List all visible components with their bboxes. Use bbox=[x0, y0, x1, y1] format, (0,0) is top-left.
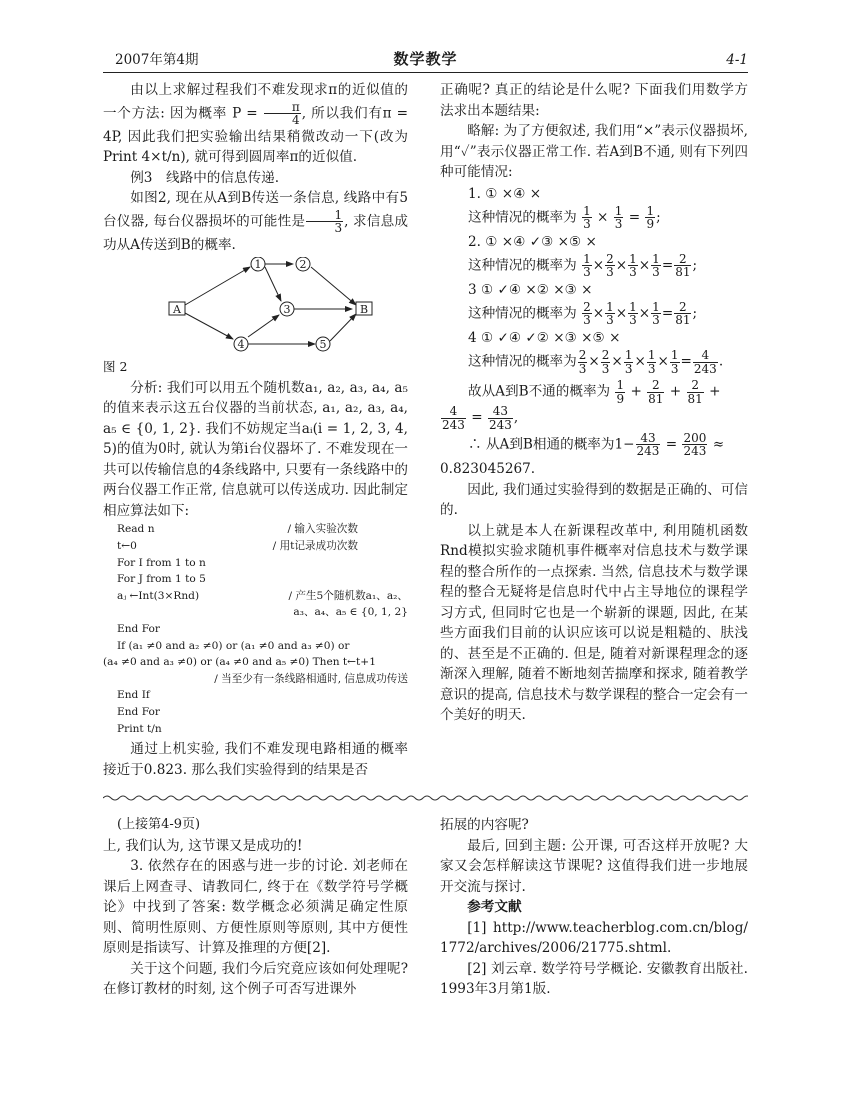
sum-line: 故从A到B不通的概率为 $\frac{1}{9}$ + $\frac{2}{81}$ + $\frac{2}{81}$ + bbox=[468, 378, 721, 406]
paragraph: 由以上求解过程我们不难发现求π的近似值的一个方法: 因为概率 P = $\frac{\pi}{4}$ , 所以我们有π = 4P, 因此我们把实验输出结果稍微改动一下(改为Print 4×t/n), 就可得到圆周率π的近似值. bbox=[103, 82, 408, 166]
sum-line-2: $\frac{4}{243}$ = $\frac{43}{243}$ , bbox=[442, 404, 519, 433]
page-number: 4-1 bbox=[726, 52, 748, 68]
lower-right-column bbox=[440, 815, 748, 1000]
case-4-prob: 这种情况的概率为 $\frac{2}{3}$ × $\frac{2}{3}$ × $\frac{1}{3}$ × $\frac{1}{3}$ × $\frac{1}{3}$ = $\frac{4}{243}$ . bbox=[468, 348, 724, 376]
paragraph: 最后, 回到主题: 公开课, 可否这样开放呢? 大家又会怎样解读这节课呢? 这值得我们进一步地展开交流与探讨. bbox=[440, 837, 748, 895]
node-B: B bbox=[359, 303, 369, 317]
paragraph: 拓展的内容呢? bbox=[440, 817, 529, 833]
probability-cases bbox=[440, 183, 748, 480]
issue-label: 2007年第4期 bbox=[115, 52, 199, 68]
circuit-figure bbox=[133, 257, 393, 357]
node-A: A bbox=[173, 303, 181, 317]
algorithm-listing: Read n / 输入实验次数 t←0 / 用t记录成功次数 For I from 1 to n For J from 1 to 5 aⱼ ←Int(3×Rnd) / 产生5个随机数a₁、a₂、 a₃、a₄、a₅ ∈ {0, 1, 2} End For If (a₁ ≠0 and a₂ ≠0) or (a₁ ≠0 and a₃ ≠0) or (a₄ ≠0 and a₃ ≠0) or (a₄ ≠0 and a₅ ≠0) Then t←t+1 / 当至少有一条线路相通时, 信息成功传送 End If End For Print t/n bbox=[103, 523, 408, 735]
wavy-separator bbox=[103, 793, 748, 803]
connected-value: 0.823045267. bbox=[440, 460, 536, 477]
case-2: 2. ① ×④ ✓③ ×⑤ × bbox=[468, 233, 597, 250]
node-5: 5 bbox=[319, 338, 327, 352]
node-2: 2 bbox=[299, 258, 307, 272]
paragraph: 如图2, 现在从A到B传送一条信息, 线路中有5台仪器, 每台仪器损坏的可能性是 $\frac{1}{3}$ , 求信息成功从A传送到B的概率. bbox=[103, 190, 408, 253]
paragraph: 通过上机实验, 我们不难发现电路相通的概率接近于0.823. 那么我们实验得到的结果是否 bbox=[103, 741, 408, 778]
lower-left-column bbox=[103, 815, 408, 1000]
running-header bbox=[103, 50, 748, 70]
case-1-prob: 这种情况的概率为 $\frac{1}{3}$ × $\frac{1}{3}$ = $\frac{1}{9}$ ; bbox=[468, 203, 661, 232]
fraction: $\frac{\pi}{4}$ bbox=[264, 101, 301, 127]
paragraph: 略解: 为了方便叙述, 我们用“×”表示仪器损坏, 用“✓”表示仪器正常工作. 若A到B不通, 则有下列四种可能情况: bbox=[440, 123, 748, 180]
journal-title: 数学教学 bbox=[393, 50, 458, 68]
left-column bbox=[103, 80, 408, 780]
case-4: 4 ① ✓④ ✓② ×③ ×⑤ × bbox=[468, 330, 621, 347]
case-1: 1. ① ×④ × bbox=[468, 185, 542, 202]
paragraph: 正确呢? 真正的结论是什么呢? 下面我们用数学方法求出本题结果: bbox=[440, 82, 748, 119]
reference-item: [1] http://www.teacherblog.com.cn/blog/1772/archives/2006/21775.shtml. bbox=[440, 919, 748, 956]
references-heading: 参考文献 bbox=[467, 899, 522, 915]
case-3: 3 ① ✓④ ×② ×③ × bbox=[468, 281, 593, 298]
node-1: 1 bbox=[254, 258, 262, 272]
connected-line: ∴ 从A到B相通的概率为1− $\frac{43}{243}$ = $\frac{200}{243}$ ≈ bbox=[468, 430, 725, 459]
header-rule bbox=[103, 72, 748, 73]
paragraph: 关于这个问题, 我们今后究竟应该如何处理呢? 在修订教材的时刻, 这个例子可否写进课外 bbox=[103, 960, 408, 997]
node-4: 4 bbox=[237, 338, 245, 352]
paragraph: 因此, 我们通过实验得到的数据是正确的、可信的. bbox=[440, 481, 748, 519]
case-2-prob: 这种情况的概率为 $\frac{1}{3}$ × $\frac{2}{3}$ × $\frac{1}{3}$ × $\frac{1}{3}$ = $\frac{2}{81}$ ; bbox=[468, 251, 698, 280]
paragraph: 3. 依然存在的困惑与进一步的讨论. 刘老师在课后上网查寻、请教同仁, 终于在《数学符号学概论》中找到了答案: 数学概念必须满足确定性原则、简明性原则、方便性原则等原则, 其中方便性原则是指读写、计算及推理的方便[2]. bbox=[103, 858, 408, 956]
reference-item: [2] 刘云章. 数学符号学概论. 安徽教育出版社. 1993年3月第1版. bbox=[440, 960, 748, 997]
analysis-paragraph: 分析: 我们可以用五个随机数a₁, a₂, a₃, a₄, a₅的值来表示这五台仪器的当前状态, a₁, a₂, a₃, a₄, a₅ ∈ {0, 1, 2}. 我们不妨规定当aᵢ(i = 1, 2, 3, 4, 5)的值为0时, 就认为第i台仪器坏了. 不难发现在一共可以传输信息的4条线路中, 只要有一条线路中的两台仪器工作正常, 信息就可以传送成功. 因此制定相应算法如下: bbox=[103, 379, 408, 519]
example-heading: 例3 线路中的信息传递. bbox=[130, 169, 280, 186]
fraction: $\frac{1}{3}$ bbox=[306, 209, 343, 235]
paragraph: 上, 我们认为, 这节课又是成功的! bbox=[103, 837, 303, 854]
right-column bbox=[440, 80, 748, 726]
paragraph: 以上就是本人在新课程改革中, 利用随机函数Rnd模拟实验求随机事件概率对信息技术与数学课程的整合所作的一点探索. 当然, 信息技术与数学课程的整合无疑将是信息时代中占主导地位的课程学习方式, 但同时它也是一个崭新的课题, 因此, 在某些方面我们目前的认识应该可以说是粗糙的、肤浅的、甚至是不正确的. 但是, 随着对新课程理念的逐渐深入理解, 随着不断地刻苦揣摩和探求, 随着教学意识的提高, 信息技术与数学课程的整合一定会有一个美好的明天. bbox=[440, 522, 748, 724]
continued-from: (上接第4-9页) bbox=[117, 817, 201, 832]
case-3-prob: 这种情况的概率为 $\frac{2}{3}$ × $\frac{1}{3}$ × $\frac{1}{3}$ × $\frac{1}{3}$ = $\frac{2}{81}$ ; bbox=[468, 299, 698, 328]
node-3: 3 bbox=[283, 303, 291, 317]
figure-caption: 图 2 bbox=[103, 359, 128, 375]
